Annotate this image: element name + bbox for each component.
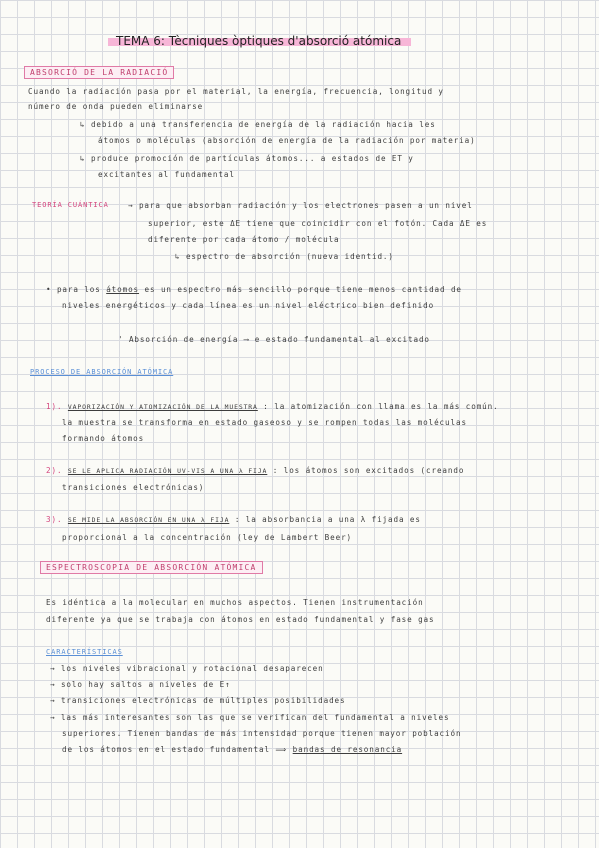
text-line: ↳ debido a una transferencia de energía de la radiación hacia les <box>80 120 436 129</box>
text-line: Cuando la radiación pasa por el material, la energía, frecuencia, longitud y <box>28 87 444 96</box>
text-line: excitantes al fundamental <box>98 170 235 179</box>
text-line: ↳ produce promoción de partículas átomos... a estados de ET y <box>80 154 414 163</box>
text-line: superior, este ΔE tiene que coincidir con el fotón. Cada ΔE es <box>148 219 488 228</box>
text-line: → para que absorban radiación y los electrones pasen a un nivel <box>128 201 473 210</box>
list-item: → las más interesantes son las que se verifican del fundamental a niveles <box>50 713 450 722</box>
bullet-post: es un espectro más sencillo porque tiene menos cantidad de <box>144 285 462 294</box>
step-1-line <box>46 402 499 411</box>
section-heading-absorcio: ABSORCIÓ DE LA RADIACIÓ <box>24 66 174 79</box>
text-line: proporcional a la concentración (ley de Lambert Beer) <box>62 533 353 542</box>
list-item: → solo hay saltos a niveles de E↑ <box>50 680 231 689</box>
section-heading-espectroscopia: ESPECTROSCOPIA DE ABSORCIÓN ATÓMICA <box>40 561 263 574</box>
text-line: ↳ espectro de absorción (nueva identid.) <box>175 252 394 261</box>
bullet-pre: • para los <box>46 285 101 294</box>
step-3-number: 3). <box>46 515 63 524</box>
bandas-resonancia: bandas de resonancia <box>292 745 403 754</box>
bullet-line <box>46 285 462 294</box>
step-2-line <box>46 466 464 475</box>
text-line: formando átomos <box>62 434 145 443</box>
step-3-text: : la absorbancia a una λ fijada es <box>234 515 421 524</box>
text-line: ' Absorción de energía ⟶ e estado fundamental al excitado <box>118 335 430 344</box>
step-3-line <box>46 515 421 524</box>
page-title: TEMA 6: Tècniques òptiques d'absorció atómica <box>108 34 411 48</box>
text-segment: de los átomos en el estado fundamental ⟹ <box>62 745 288 754</box>
step-1-text: : la atomización con llama es la más común. <box>263 402 499 411</box>
section-heading-caracteristicas: CARACTERÍSTICAS <box>46 648 123 656</box>
text-line: átomos o moléculas (absorción de energía de la radiación por materia) <box>98 136 476 145</box>
step-1-title: VAPORIZACIÓN Y ATOMIZACIÓN DE LA MUESTRA <box>67 403 258 411</box>
section-heading-proceso: PROCESO DE ABSORCIÓN ATÓMICA <box>30 368 174 376</box>
text-line: niveles energéticos y cada línea es un nivel eléctrico bien definido <box>62 301 435 310</box>
text-line: Es idéntica a la molecular en muchos aspectos. Tienen instrumentación <box>46 598 424 607</box>
step-3-title: SE MIDE LA ABSORCIÓN EN UNA λ FIJA <box>67 516 230 524</box>
text-line: la muestra se transforma en estado gaseoso y se rompen todas las moléculas <box>62 418 467 427</box>
highlight-atomos: átomos <box>106 285 140 294</box>
step-1-number: 1). <box>46 402 63 411</box>
text-line: número de onda pueden eliminarse <box>28 102 204 111</box>
text-line: transiciones electrónicas) <box>62 483 205 492</box>
text-line: superiores. Tienen bandas de más intensidad porque tienen mayor población <box>62 729 462 738</box>
step-2-text: : los átomos son excitados (creando <box>272 466 465 475</box>
list-item: → transiciones electrónicas de múltiples posibilidades <box>50 696 346 705</box>
text-line: diferente por cada átomo / molécula <box>148 235 340 244</box>
last-line <box>62 745 402 754</box>
list-item: → los niveles vibracional y rotacional desaparecen <box>50 664 324 673</box>
text-line: diferente ya que se trabaja con átomos en estado fundamental y fase gas <box>46 615 435 624</box>
step-2-title: SE LE APLICA RADIACIÓN UV-VIS A UNA λ FIJA <box>67 467 268 475</box>
step-2-number: 2). <box>46 466 63 475</box>
teoria-cuantica-label: TEORÍA CUÁNTICA <box>32 201 109 209</box>
